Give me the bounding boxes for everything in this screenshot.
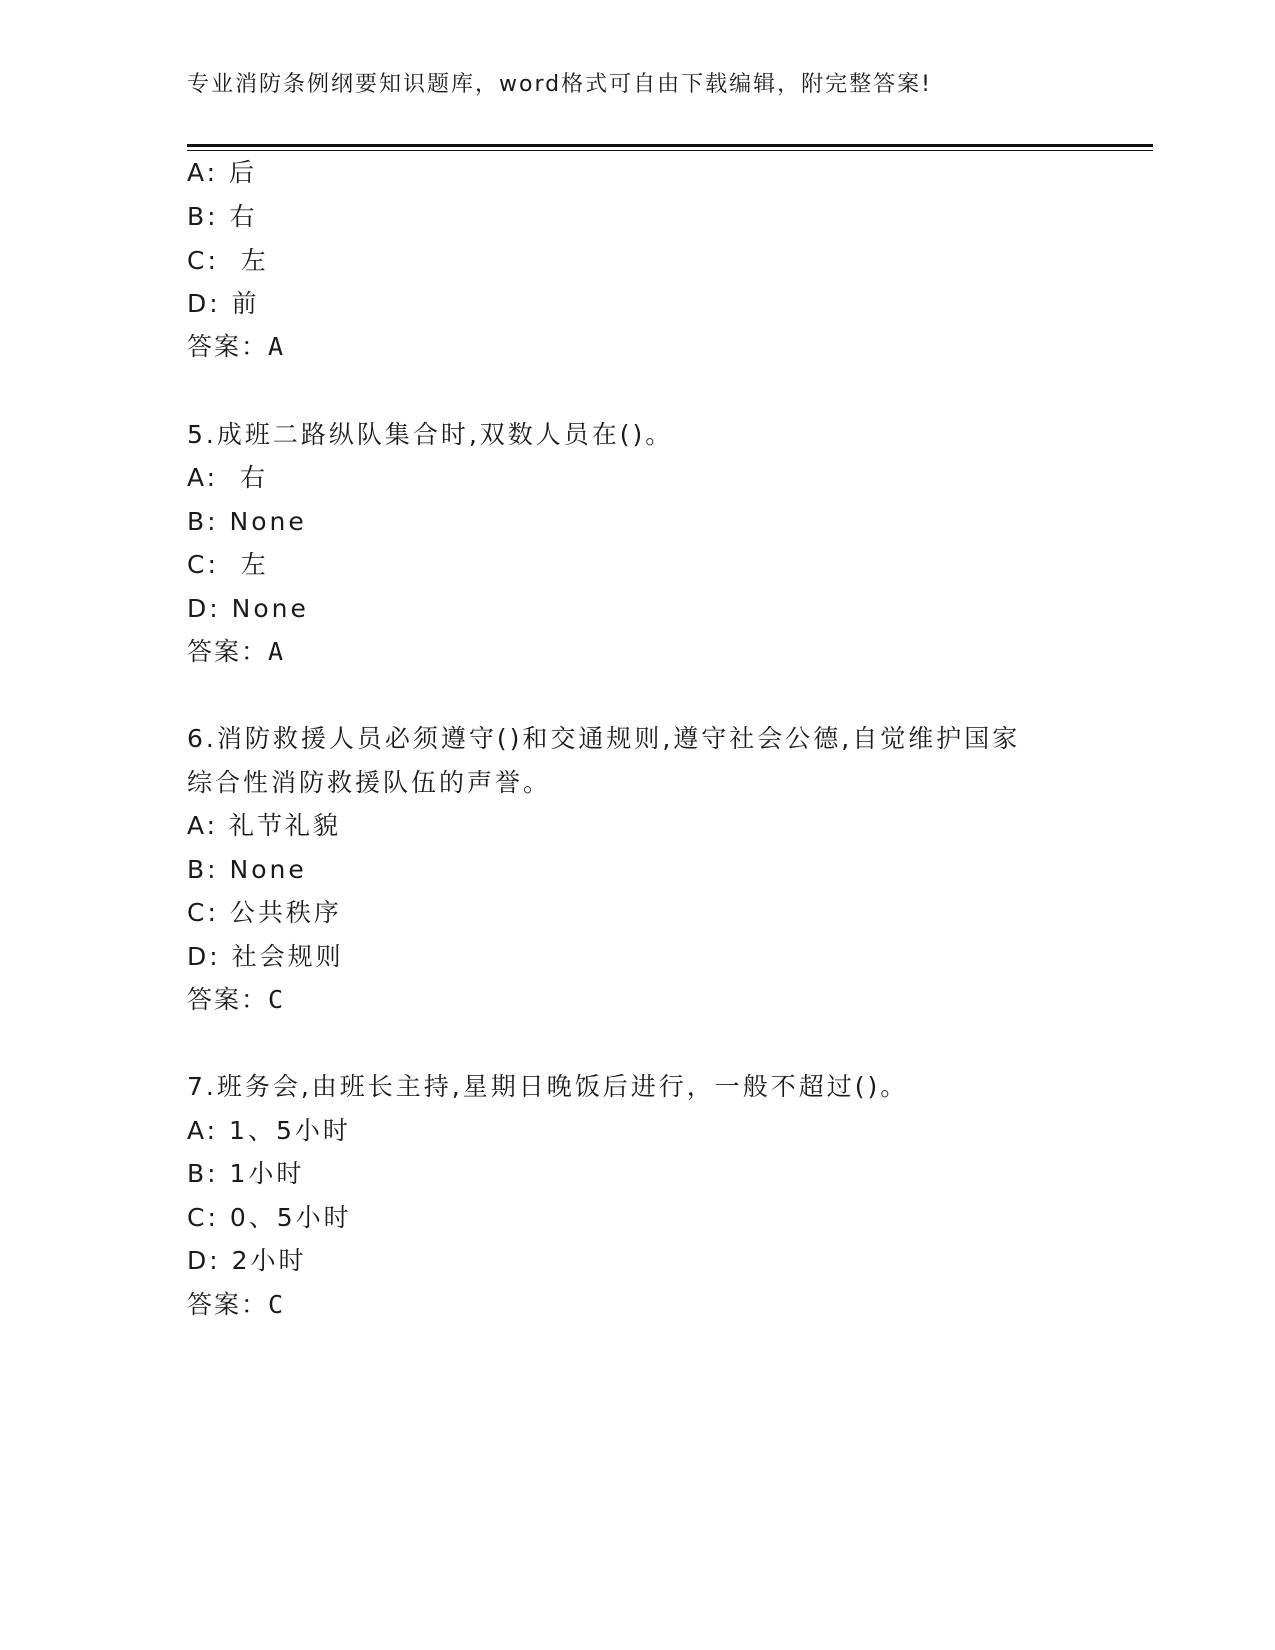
option-b: B: 1小时	[187, 1159, 305, 1188]
answer-line: 答案：A	[187, 332, 286, 361]
question-text: 6.消防救援人员必须遵守()和交通规则,遵守社会公德,自觉维护国家	[187, 724, 1021, 753]
option-d: D: 2小时	[187, 1246, 307, 1275]
question-text: 7.班务会,由班长主持,星期日晚饭后进行，一般不超过()。	[187, 1072, 909, 1101]
option-b: B: None	[187, 507, 307, 536]
answer-line: 答案：A	[187, 637, 286, 666]
question-text-continued: 综合性消防救援队伍的声誉。	[187, 768, 552, 797]
answer-line: 答案：C	[187, 1290, 286, 1319]
option-a: A: 礼节礼貌	[187, 811, 342, 840]
option-c: C: 0、5小时	[187, 1203, 352, 1232]
option-a: A: 后	[187, 158, 258, 187]
option-a: A: 1、5小时	[187, 1116, 351, 1145]
option-d: D: None	[187, 594, 309, 623]
answer-line: 答案：C	[187, 985, 286, 1014]
option-b: B: 右	[187, 202, 258, 231]
header-divider	[187, 144, 1153, 151]
option-c: C: 左	[187, 550, 269, 579]
option-d: D: 前	[187, 289, 260, 318]
option-d: D: 社会规则	[187, 942, 344, 971]
option-c: C: 左	[187, 246, 269, 275]
option-b: B: None	[187, 855, 307, 884]
option-a: A: 右	[187, 463, 268, 492]
page-header: 专业消防条例纲要知识题库，word格式可自由下载编辑，附完整答案!	[187, 72, 932, 97]
question-text: 5.成班二路纵队集合时,双数人员在()。	[187, 420, 674, 449]
option-c: C: 公共秩序	[187, 898, 342, 927]
